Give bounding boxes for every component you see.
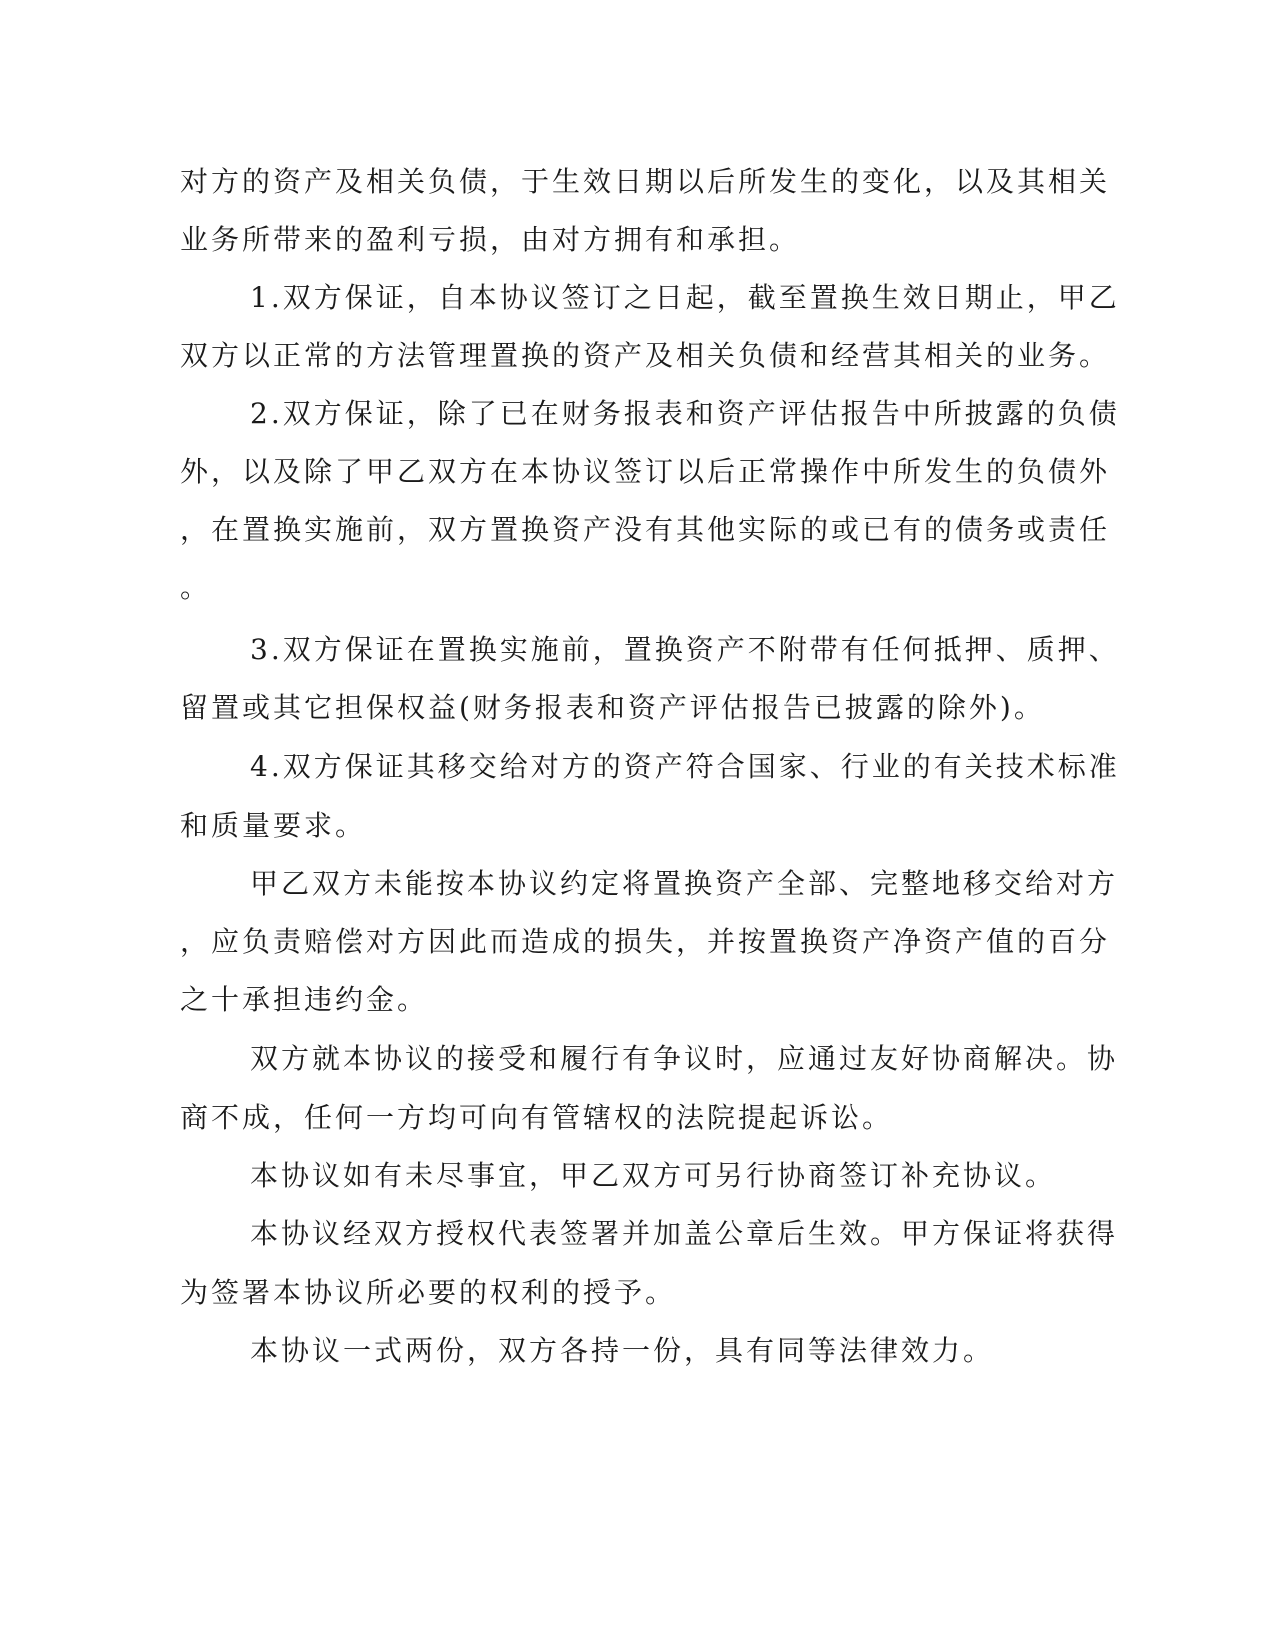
text-line: 为签署本协议所必要的权利的授予。 (180, 1276, 677, 1309)
text-line: 4.双方保证其移交给对方的资产符合国家、行业的有关技术标准 (250, 750, 1120, 783)
text-line: 2.双方保证，除了已在财务报表和资产评估报告中所披露的负债 (250, 397, 1120, 430)
text-line: 本协议如有未尽事宜，甲乙双方可另行协商签订补充协议。 (250, 1159, 1057, 1192)
text-line: 3.双方保证在置换实施前，置换资产不附带有任何抵押、质押、 (250, 633, 1120, 666)
text-line: 本协议经双方授权代表签署并加盖公章后生效。甲方保证将获得 (250, 1217, 1119, 1250)
text-line: 双方就本协议的接受和履行有争议时，应通过友好协商解决。协 (250, 1042, 1119, 1075)
text-line: 商不成，任何一方均可向有管辖权的法院提起诉讼。 (180, 1101, 894, 1134)
text-line: 。 (180, 571, 212, 604)
text-line: 对方的资产及相关负债，于生效日期以后所发生的变化，以及其相关 (180, 165, 1111, 198)
text-line: 外，以及除了甲乙双方在本协议签订以后正常操作中所发生的负债外 (180, 455, 1111, 488)
text-line: 本协议一式两份，双方各持一份，具有同等法律效力。 (250, 1334, 995, 1367)
text-line: ，在置换实施前，双方置换资产没有其他实际的或已有的债务或责任 (180, 513, 1111, 546)
text-line: 业务所带来的盈利亏损，由对方拥有和承担。 (180, 223, 801, 256)
text-line: 留置或其它担保权益(财务报表和资产评估报告已披露的除外)。 (180, 691, 1045, 724)
text-line: 之十承担违约金。 (180, 983, 429, 1016)
text-line: ，应负责赔偿对方因此而造成的损失，并按置换资产净资产值的百分 (180, 925, 1111, 958)
text-line: 和质量要求。 (180, 809, 367, 842)
text-line: 1.双方保证，自本协议签订之日起，截至置换生效日期止，甲乙 (250, 281, 1120, 314)
text-line: 双方以正常的方法管理置换的资产及相关负债和经营其相关的业务。 (180, 339, 1111, 372)
text-line: 甲乙双方未能按本协议约定将置换资产全部、完整地移交给对方 (250, 867, 1119, 900)
